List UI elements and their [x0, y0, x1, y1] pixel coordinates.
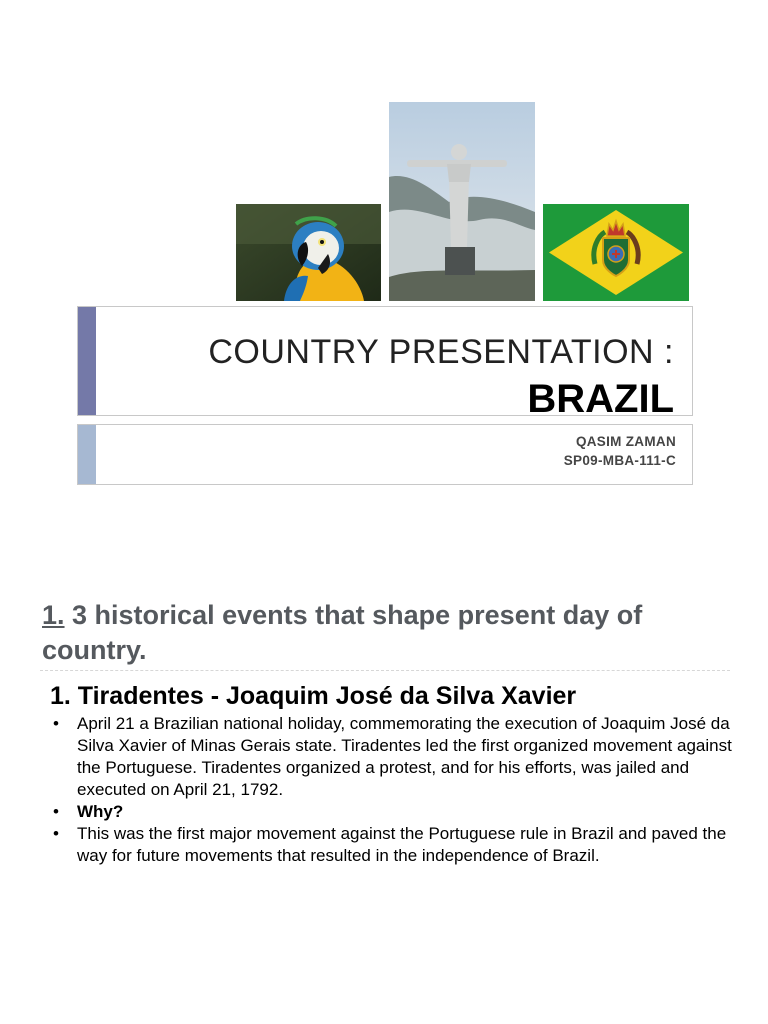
slide-heading: [42, 598, 742, 668]
presentation-title: COUNTRY PRESENTATION :: [208, 333, 674, 371]
event-title: 1. Tiradentes - Joaquim José da Silva Xavier: [50, 682, 577, 710]
country-name: BRAZIL: [527, 377, 674, 421]
bullet-item: [50, 823, 740, 867]
macaw-image: [236, 204, 381, 301]
bullet-symbol: •: [53, 824, 59, 843]
bullet-symbol: •: [53, 802, 59, 821]
bullet-symbol: •: [53, 714, 59, 733]
bullet-text: April 21 a Brazilian national holiday, commemorating the execution of Joaquim José da Silva Xavier of Minas Gerais state. Tiradentes led the first organized movement against the Portuguese. Tiradentes organized a protest, and for his efforts, was jailed and executed on April 21, 1792.: [77, 714, 732, 799]
bullet-item: [50, 801, 740, 823]
bullet-text: This was the first major movement against the Portuguese rule in Brazil and paved the way for future movements that resulted in the independence of Brazil.: [77, 824, 727, 865]
bullet-text: Why?: [77, 802, 124, 821]
brazil-imperial-flag-image: [543, 204, 689, 301]
heading-text: 3 historical events that shape present day of country.: [42, 600, 643, 665]
author-name: QASIM ZAMAN: [575, 434, 676, 449]
heading-number: 1.: [42, 600, 65, 630]
heading-divider: [40, 670, 730, 671]
christ-the-redeemer-image: [389, 102, 535, 301]
author-id: SP09-MBA-111-C: [563, 453, 676, 468]
title-box: [77, 306, 693, 421]
title-accent-bar: [78, 307, 96, 415]
bullet-item: [50, 713, 740, 801]
subtitle-box: [77, 424, 693, 485]
subtitle-accent-bar: [78, 425, 96, 484]
bullet-list: [50, 713, 740, 867]
